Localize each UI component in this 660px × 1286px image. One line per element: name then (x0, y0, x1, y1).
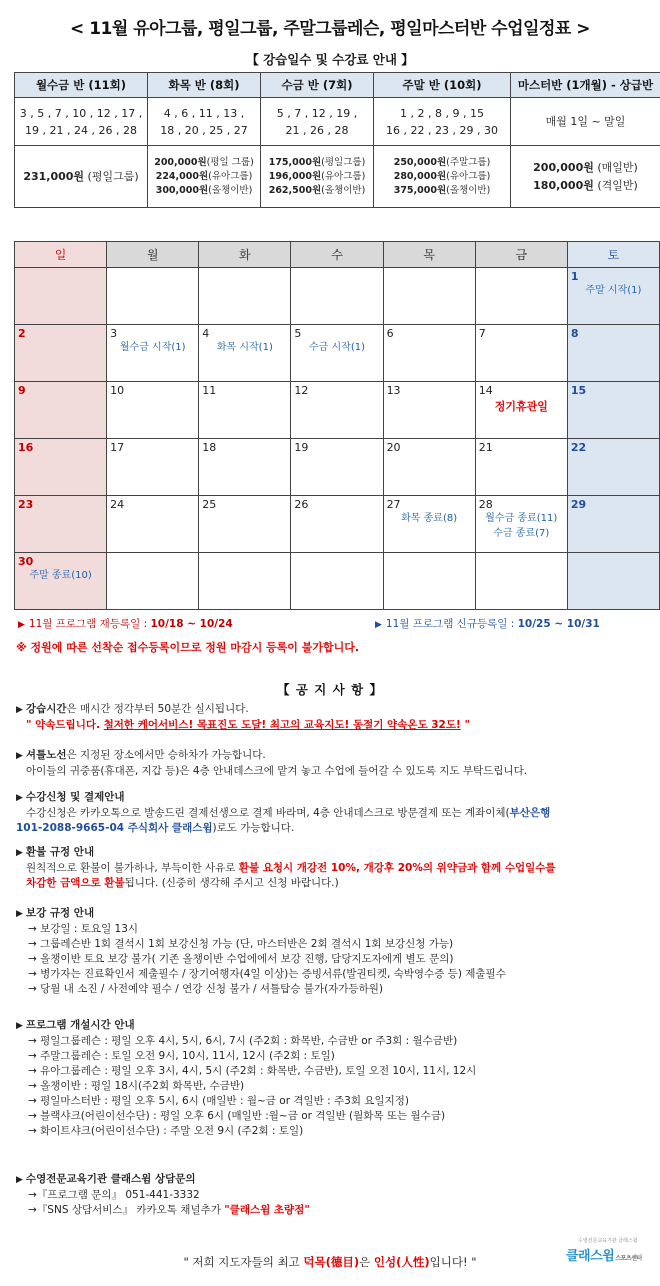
day-number: 4 (202, 327, 210, 340)
contact-sns: →『SNS 상담서비스』 카카오톡 채널추가 (28, 1204, 225, 1216)
weekday-saturday: 토 (567, 242, 659, 268)
day-number: 2 (18, 327, 26, 340)
logo-sub: 스포츠센터 (615, 1255, 642, 1262)
days-line: 4 , 6 , 11 , 13 , (163, 106, 245, 120)
logo-name (566, 1245, 642, 1264)
day-number: 6 (386, 327, 394, 340)
price-amount: 200,000원 (533, 160, 594, 174)
triangle-right-icon: ▶ (16, 793, 23, 803)
notice-text: 아이들의 귀중품(휴대폰, 지갑 등)은 4층 안내데스크에 맡겨 놓고 수업에 들어갈 수 있도록 지도 부탁드립니다. (26, 765, 528, 777)
price-cell (148, 146, 261, 208)
price-amount: 180,000원 (533, 178, 594, 192)
price-amount: 280,000원 (393, 170, 447, 182)
price-amount: 375,000원 (393, 184, 447, 196)
calendar-day-cell (383, 325, 475, 382)
day-number: 19 (294, 441, 309, 454)
fee-header-row (15, 73, 660, 98)
day-number: 14 (478, 384, 493, 397)
program-item: → 평일마스터반 : 평일 오후 5시, 6시 (매일반 : 월~금 or 격일반 : 주3회 요일지정) (28, 1095, 409, 1107)
calendar-event: 주말 종료(10) (29, 570, 92, 581)
calendar-day-cell (291, 553, 383, 610)
calendar-day-cell (15, 496, 107, 553)
makeup-item: → 보강일 : 토요일 13시 (28, 923, 139, 935)
price-label: (올챙이반) (321, 184, 366, 196)
weekday-monday: 월 (107, 242, 199, 268)
notice-program-times (16, 1018, 656, 1139)
holiday-label: 정기휴관일 (494, 400, 548, 413)
calendar-day-cell (199, 382, 291, 439)
calendar-day-cell (567, 382, 659, 439)
notice-heading: 수영전문교육기관 클래스윔 상담문의 (25, 1173, 196, 1185)
day-number: 18 (202, 441, 217, 454)
day-number: 7 (478, 327, 486, 340)
notice-heading: 셔틀노선 (25, 749, 67, 761)
triangle-right-icon: ▶ (18, 620, 25, 630)
day-number: 25 (202, 498, 217, 511)
fee-header: 마스터반 (1개월) - 상급반 (511, 73, 660, 98)
makeup-item: → 그룹레슨반 1회 결석시 1회 보강신청 가능 (단, 마스터반은 2회 결석시 1회 보강신청 가능) (28, 938, 454, 950)
fee-header: 수금 반 (7회) (261, 73, 374, 98)
calendar-event: 월수금 시작(1) (119, 342, 186, 353)
price-amount: 224,000원 (155, 170, 209, 182)
notice-heading: 프로그램 개설시간 안내 (25, 1019, 135, 1031)
triangle-right-icon: ▶ (16, 1021, 23, 1031)
price-amount: 300,000원 (155, 184, 209, 196)
calendar-week-row (15, 325, 660, 382)
day-number: 21 (478, 441, 493, 454)
contact-phone: →『프로그램 문의』 051-441-3332 (28, 1189, 200, 1201)
calendar-day-cell (475, 268, 567, 325)
notice-text: 은 매시간 정각부터 50분간 실시됩니다. (66, 703, 249, 715)
rereg-label: 11월 프로그램 재등록일 : (28, 618, 151, 630)
day-number: 20 (386, 441, 401, 454)
calendar-day-cell (291, 268, 383, 325)
calendar-day-cell (475, 496, 567, 553)
calendar-day-cell (15, 553, 107, 610)
quote-part: 입니다! " (429, 1255, 477, 1269)
day-number: 17 (110, 441, 125, 454)
calendar-day-cell (15, 325, 107, 382)
calendar-event: 화목 종료(8) (401, 513, 458, 524)
calendar-event: 수금 종료(7) (493, 528, 550, 539)
triangle-right-icon: ▶ (375, 620, 382, 630)
newreg-dates: 10/25 ~ 10/31 (517, 618, 600, 630)
fee-section-title: 【 강습일수 및 수강료 안내 】 (246, 52, 414, 67)
days-cell (148, 98, 261, 146)
price-amount: 196,000원 (268, 170, 322, 182)
day-number: 15 (570, 384, 587, 397)
fee-header: 월수금 반 (11회) (15, 73, 148, 98)
days-line: 21 , 26 , 28 (285, 123, 349, 137)
price-amount: 250,000원 (393, 156, 447, 168)
price-label: (올챙이반) (446, 184, 491, 196)
price-cell (374, 146, 511, 208)
calendar-day-cell (15, 439, 107, 496)
calendar-event: 화목 시작(1) (216, 342, 273, 353)
refund-penalty: 환불 요청시 개강전 10%, 개강후 20%의 위약금과 함께 수업일수를 (238, 862, 556, 874)
triangle-right-icon: ▶ (16, 848, 23, 858)
newreg-label: 11월 프로그램 신규등록일 : (385, 618, 518, 630)
program-item: → 주말그룹레슨 : 토일 오전 9시, 10시, 11시, 12시 (주2회 : 토일) (28, 1050, 335, 1062)
calendar-day-cell (199, 553, 291, 610)
price-amount: 175,000원 (268, 156, 322, 168)
refund-penalty: 차감한 금액으로 환불 (26, 877, 125, 889)
day-number: 11 (202, 384, 217, 397)
days-line: 19 , 21 , 24 , 26 , 28 (25, 123, 137, 137)
days-line: 5 , 7 , 12 , 19 , (276, 106, 358, 120)
calendar-week-row (15, 382, 660, 439)
notice-text: )로도 가능합니다. (212, 822, 295, 834)
price-cell (511, 146, 660, 208)
calendar-day-cell (291, 382, 383, 439)
program-item: → 올챙이반 : 평일 18시(주2회 화목반, 수금반) (28, 1080, 245, 1092)
promise-quote-start: " 약속드립니다. (26, 719, 104, 731)
triangle-right-icon: ▶ (16, 751, 23, 761)
promise-quote-end: " (460, 719, 470, 731)
notice-contact (16, 1172, 656, 1218)
calendar-day-cell (107, 325, 199, 382)
price-cell (15, 146, 148, 208)
calendar-day-cell (383, 553, 475, 610)
calendar-day-cell (199, 268, 291, 325)
calendar-week-row (15, 496, 660, 553)
price-amount: 262,500원 (268, 184, 322, 196)
price-label: (평일그룹) (321, 156, 366, 168)
fee-header: 화목 반 (8회) (148, 73, 261, 98)
calendar-event: 주말 시작(1) (585, 285, 642, 296)
newreg-info (375, 616, 600, 631)
price-label: (주말그룹) (446, 156, 491, 168)
calendar-event: 월수금 종료(11) (485, 513, 558, 524)
triangle-right-icon: ▶ (16, 909, 23, 919)
days-cell (511, 98, 660, 146)
notice-text: 수강신청은 카카오톡으로 발송드린 결제선생으로 결제 바라며, 4층 안내데스크로 방문결제 또는 계좌이체( (26, 807, 510, 819)
notice-makeup (16, 906, 656, 997)
logo-tagline: 수영전문교육기관 클래스윔 (578, 1238, 638, 1244)
bank-account: 101-2088-9665-04 주식회사 클래스윔 (16, 822, 213, 834)
bank-name: 부산은행 (509, 807, 551, 819)
kakao-channel-name: "클래스윔 초량점" (224, 1204, 310, 1216)
notice-text: 은 지정된 장소에서만 승하차가 가능합니다. (66, 749, 266, 761)
brand-logo (566, 1237, 650, 1267)
fee-header: 주말 반 (10회) (374, 73, 511, 98)
calendar-day-cell (107, 268, 199, 325)
notice-heading: 보강 규정 안내 (25, 907, 95, 919)
day-number: 26 (294, 498, 309, 511)
capacity-warning: ※ 정원에 따른 선착순 접수등록이므로 정원 마감시 등록이 불가합니다. (16, 641, 360, 654)
day-number: 28 (478, 498, 493, 511)
day-number: 1 (570, 270, 579, 283)
price-amount: 231,000원 (23, 169, 85, 183)
days-line: 18 , 20 , 25 , 27 (160, 123, 248, 137)
triangle-right-icon: ▶ (16, 1175, 23, 1185)
calendar-week-row (15, 553, 660, 610)
calendar-day-cell (107, 382, 199, 439)
calendar-day-cell (567, 496, 659, 553)
weekday-wednesday: 수 (291, 242, 383, 268)
price-label: (평일그룹) (84, 169, 139, 183)
makeup-item: → 당월 내 소진 / 사전예약 필수 / 연강 신청 불가 / 셔틀탑승 불가(자가등하원) (28, 983, 383, 995)
price-cell (261, 146, 374, 208)
day-number: 5 (294, 327, 302, 340)
days-cell (374, 98, 511, 146)
program-item: → 평일그룹레슨 : 평일 오후 4시, 5시, 6시, 7시 (주2회 : 화목반, 수금반 or 주3회 : 월수금반) (28, 1035, 458, 1047)
calendar-day-cell (383, 268, 475, 325)
calendar-day-cell (107, 496, 199, 553)
fee-price-row (15, 146, 660, 208)
price-label: (올챙이반) (208, 184, 253, 196)
calendar-day-cell (383, 496, 475, 553)
notice-heading: 수강신청 및 결제안내 (25, 791, 125, 803)
weekday-friday: 금 (475, 242, 567, 268)
day-number: 13 (386, 384, 401, 397)
calendar (14, 241, 660, 610)
price-label: (유아그룹) (446, 170, 491, 182)
days-line: 매월 1일 ~ 말일 (545, 115, 626, 128)
day-number: 8 (570, 327, 579, 340)
program-item: → 유아그룹레슨 : 평일 오후 3시, 4시, 5시 (주2회 : 화목반, 수금반), 토일 오전 10시, 11시, 12시 (28, 1065, 477, 1077)
calendar-body (15, 268, 660, 610)
weekday-sunday: 일 (15, 242, 107, 268)
notice-refund (16, 845, 656, 891)
calendar-day-cell (199, 325, 291, 382)
notice-title: 【 공 지 사 항 】 (276, 682, 384, 697)
day-number: 10 (110, 384, 125, 397)
calendar-weekday-row (15, 242, 660, 268)
calendar-day-cell (567, 439, 659, 496)
quote-character: 인성(人性) (373, 1255, 430, 1269)
notice-payment (16, 790, 656, 836)
days-cell (261, 98, 374, 146)
bottom-quote (0, 1254, 660, 1270)
calendar-day-cell (567, 553, 659, 610)
notice-heading: 강습시간 (25, 703, 67, 715)
days-line: 1 , 2 , 8 , 9 , 15 (400, 106, 484, 120)
weekday-tuesday: 화 (199, 242, 291, 268)
calendar-day-cell (291, 325, 383, 382)
notice-text: 됩니다. (신중히 생각해 주시고 신청 바랍니다.) (124, 877, 339, 889)
quote-virtue: 덕목(德目) (303, 1255, 360, 1269)
days-line: 3 , 5 , 7 , 10 , 12 , 17 , (19, 106, 143, 120)
calendar-day-cell (291, 496, 383, 553)
day-number: 9 (18, 384, 26, 397)
weekday-thursday: 목 (383, 242, 475, 268)
calendar-day-cell (567, 325, 659, 382)
calendar-day-cell (475, 553, 567, 610)
rereg-info (18, 616, 233, 631)
day-number: 3 (110, 327, 118, 340)
price-label: (매일반) (593, 160, 638, 174)
makeup-item: → 올챙이반 토요 보강 불가( 기존 올챙이반 수업에에서 보강 진행, 담당지도자에게 별도 문의) (28, 953, 454, 965)
quote-part: " 저희 지도자들의 최고 (183, 1255, 304, 1269)
notice-class-time (16, 702, 656, 733)
calendar-week-row (15, 268, 660, 325)
calendar-day-cell (15, 268, 107, 325)
logo-name-text: 클래스윔 (566, 1249, 615, 1264)
calendar-day-cell (15, 382, 107, 439)
notice-shuttle (16, 748, 656, 779)
calendar-day-cell (107, 553, 199, 610)
page-title: < 11월 유아그룹, 평일그룹, 주말그룹레슨, 평일마스터반 수업일정표 > (70, 19, 590, 39)
calendar-day-cell (291, 439, 383, 496)
calendar-event: 수금 시작(1) (309, 342, 365, 353)
fee-table (14, 72, 660, 208)
day-number: 24 (110, 498, 125, 511)
calendar-day-cell (475, 325, 567, 382)
calendar-day-cell (199, 496, 291, 553)
calendar-day-cell (199, 439, 291, 496)
price-label: (유아그룹) (321, 170, 366, 182)
program-item: → 화이트샤크(어린이선수단) : 주말 오전 9시 (주2회 : 토일) (28, 1125, 304, 1137)
calendar-day-cell (475, 382, 567, 439)
day-number: 30 (18, 555, 34, 568)
calendar-day-cell (475, 439, 567, 496)
notice-text: 원칙적으로 환불이 불가하나, 부득이한 사유로 (26, 862, 239, 874)
days-cell (15, 98, 148, 146)
triangle-right-icon: ▶ (16, 705, 23, 715)
price-label: (평일 그룹) (206, 156, 254, 168)
calendar-day-cell (383, 439, 475, 496)
rereg-dates: 10/18 ~ 10/24 (150, 618, 233, 630)
price-label: (유아그룹) (208, 170, 253, 182)
calendar-day-cell (383, 382, 475, 439)
days-line: 16 , 22 , 23 , 29 , 30 (386, 123, 498, 137)
notice-heading: 환불 규정 안내 (25, 846, 95, 858)
price-amount: 200,000원 (154, 156, 207, 168)
promise-quote-body: 철저한 케어서비스! 목표진도 도달! 최고의 교육지도! 동절기 약속온도 32도! (103, 719, 461, 731)
calendar-day-cell (567, 268, 659, 325)
day-number: 16 (18, 441, 34, 454)
fee-days-row (15, 98, 660, 146)
day-number: 23 (18, 498, 34, 511)
calendar-week-row (15, 439, 660, 496)
price-label: (격일반) (593, 178, 638, 192)
day-number: 12 (294, 384, 309, 397)
day-number: 29 (570, 498, 587, 511)
calendar-day-cell (107, 439, 199, 496)
day-number: 22 (570, 441, 587, 454)
day-number: 27 (386, 498, 401, 511)
program-item: → 블랙샤크(어린이선수단) : 평일 오후 6시 (매일반 :월~금 or 격일반 (월화목 또는 월수금) (28, 1110, 446, 1122)
quote-part: 은 (359, 1255, 374, 1269)
makeup-item: → 병가자는 진료확인서 제출필수 / 장기여행자(4일 이상)는 증빙서류(발권티켓, 숙박영수증 등) 제출필수 (28, 968, 506, 980)
